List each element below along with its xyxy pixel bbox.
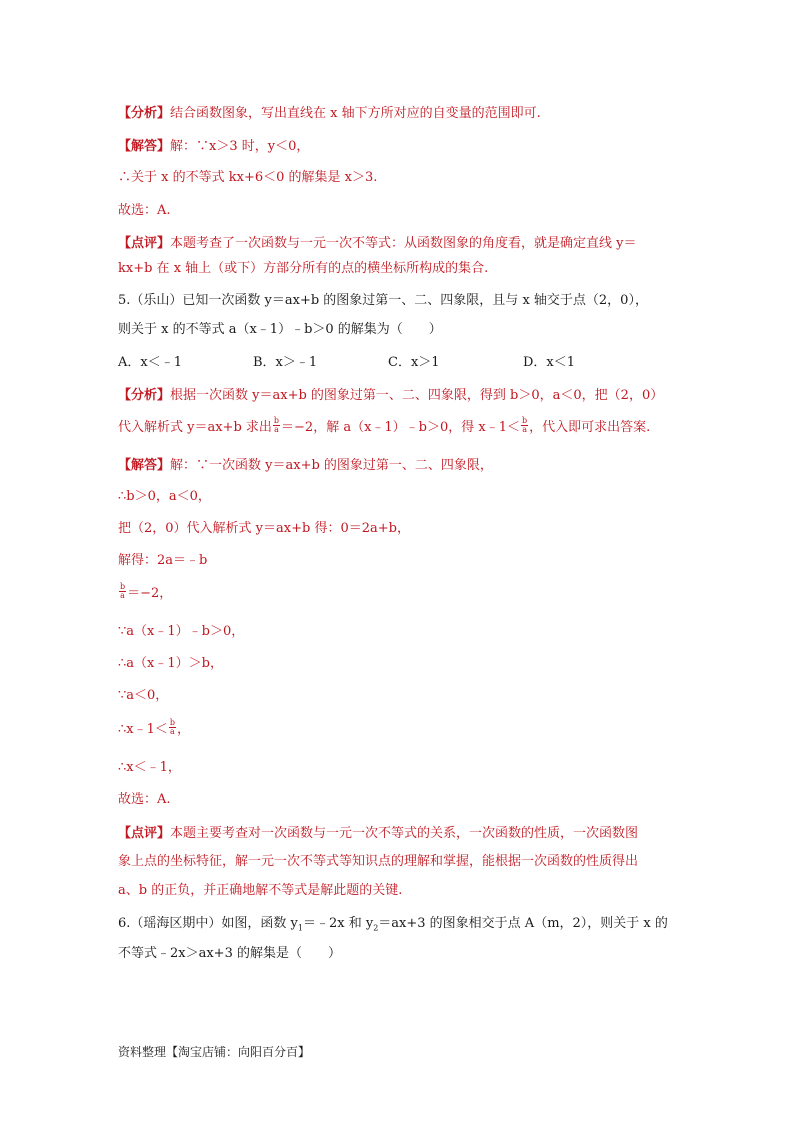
question-5-options	[118, 353, 575, 373]
question-6-line: 不等式﹣2x＞ax+3 的解集是（ ）	[118, 946, 341, 961]
comment-line: 【点评】本题主要考查对一次函数与一元一次不等式的关系，一次函数的性质，一次函数图	[118, 826, 639, 841]
solution-line: ∴x＜﹣1，	[118, 760, 181, 775]
solution-line: 【解答】解：∵x＞3 时，y＜0，	[118, 139, 310, 154]
solution-line: 解得：2a＝﹣b	[118, 553, 208, 568]
question-6-line: 6.（瑶海区期中）如图，函数 $y_1=﹣2x$ 和 $y_2=ax+3$ 的图象相交于点 A（m，2），则关于 x 的	[118, 916, 668, 933]
answer-line: 故选：A.	[118, 203, 171, 218]
solution-line: 把（2，0）代入解析式 y＝ax+b 得：0＝2a+b，	[118, 521, 410, 536]
option-c: C．x＞1	[388, 355, 440, 370]
solution-line: ∵a＜0，	[118, 688, 169, 703]
analysis-line: 代入解析式 y＝ax+b 求出 $\frac{b}{a}$ ＝−2，解 a（x﹣1）﹣b＞0，得 x﹣1＜ $\frac{b}{a}$ ，代入即可求出答案.	[118, 416, 651, 435]
question-5-line: 5.（乐山）已知一次函数 y＝ax+b 的图象过第一、二、四象限，且与 x 轴交于点（2，0），	[118, 293, 648, 308]
comment-line: a、b 的正负，并正确地解不等式是解此题的关键.	[118, 883, 403, 898]
fraction: $\frac{b}{a}$	[273, 416, 280, 434]
fraction: $\frac{b}{a}$	[169, 718, 175, 736]
page-footer: 资料整理【淘宝店铺：向阳百分百】	[118, 1045, 311, 1059]
comment-line: 【点评】本题考查了一次函数与一元一次不等式：从函数图象的角度看，就是确定直线 y＝	[118, 236, 637, 251]
analysis-line: 【分析】结合函数图象，写出直线在 x 轴下方所对应的自变量的范围即可.	[118, 106, 541, 121]
solution-line: ∴a（x﹣1）＞b，	[118, 656, 223, 671]
option-b: B．x＞﹣1	[253, 355, 318, 370]
option-a: A．x＜﹣1	[118, 355, 182, 370]
solution-line: ∴关于 x 的不等式 kx+6＜0 的解集是 x＞3.	[118, 170, 378, 185]
analysis-tag: 【分析】	[118, 106, 171, 121]
analysis-line: 【分析】根据一次函数 y＝ax+b 的图象过第一、二、四象限，得到 b＞0，a＜0，把（2，0）	[118, 388, 664, 403]
solution-line: ∴x﹣1＜ $\frac{b}{a}$ ，	[118, 718, 191, 737]
option-d: D．x＜1	[523, 355, 576, 370]
solution-line: ∴b＞0，a＜0，	[118, 489, 211, 504]
fraction: $\frac{b}{a}$	[522, 416, 528, 434]
solution-line: ∵a（x﹣1）﹣b＞0，	[118, 624, 245, 639]
solution-line: $\frac{b}{a}$ ＝−2，	[120, 582, 173, 601]
solution-line: 【解答】解：∵一次函数 y＝ax+b 的图象过第一、二、四象限，	[118, 458, 493, 473]
comment-line: 象上点的坐标特征，解一元一次不等式等知识点的理解和掌握，能根据一次函数的性质得出	[118, 854, 639, 869]
answer-line: 故选：A.	[118, 792, 171, 807]
comment-line: kx+b 在 x 轴上（或下）方部分所有的点的横坐标所构成的集合.	[118, 261, 489, 276]
question-5-line: 则关于 x 的不等式 a（x﹣1）﹣b＞0 的解集为（ ）	[118, 322, 442, 337]
fraction: $\frac{b}{a}$	[120, 582, 126, 600]
